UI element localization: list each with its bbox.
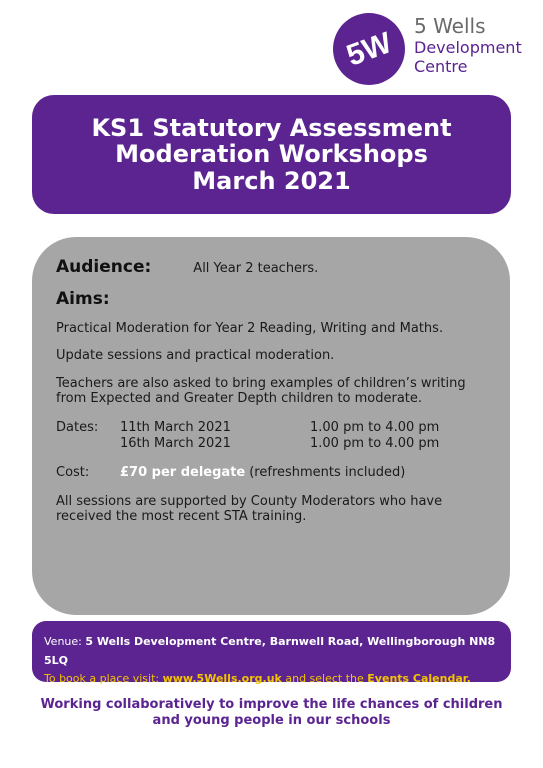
cost-price: £70 per delegate xyxy=(120,464,246,480)
logo-mark xyxy=(332,12,406,86)
title-line2: Moderation Workshops xyxy=(115,140,428,169)
aims-paragraph-2: Update sessions and practical moderation. xyxy=(56,348,335,364)
time-1: 1.00 pm to 4.00 pm xyxy=(310,420,440,436)
venue-label: Venue: xyxy=(44,635,82,648)
info-panel xyxy=(32,237,510,615)
title-line3: March 2021 xyxy=(192,166,351,195)
booking-line xyxy=(44,670,511,689)
venue-address: 5 Wells Development Centre, Barnwell Road, Wellingborough NN8 5LQ xyxy=(44,635,496,667)
footer-line1: Working collaboratively to improve the life chances of children xyxy=(40,697,503,712)
footer-tagline xyxy=(0,697,543,730)
venue-banner xyxy=(32,621,511,686)
logo-mark-text: 5W xyxy=(342,26,396,73)
booking-url-link[interactable]: www.5Wells.org.uk xyxy=(162,672,282,686)
venue-line xyxy=(44,633,511,670)
date-1: 11th March 2021 xyxy=(120,420,231,436)
aims-paragraph-1: Practical Moderation for Year 2 Reading, Writing and Maths. xyxy=(56,321,444,336)
cost-row xyxy=(56,465,486,480)
dates-label: Dates: xyxy=(56,420,99,436)
title-line1: KS1 Statutory Assessment xyxy=(91,113,452,142)
date-2: 16th March 2021 xyxy=(120,435,231,451)
dates-block xyxy=(56,420,486,451)
audience-label: Audience: xyxy=(56,257,152,277)
logo-name: 5 Wells xyxy=(414,14,486,38)
events-calendar-link[interactable]: Events Calendar. xyxy=(367,672,471,686)
footer-line2: and young people in our schools xyxy=(152,713,391,729)
audience-row xyxy=(56,257,486,277)
logo-subtitle-line2: Centre xyxy=(414,57,468,77)
booking-mid-text: and select the xyxy=(285,672,364,686)
logo-text xyxy=(414,14,522,76)
aims-paragraph-3: Teachers are also asked to bring examples of children’s writing from Expected and Greater Depth children to moderate. xyxy=(56,375,466,406)
logo xyxy=(332,10,522,90)
aims-label: Aims: xyxy=(56,289,110,309)
support-note: All sessions are supported by County Moderators who have received the most recent STA training. xyxy=(56,493,443,525)
title-banner xyxy=(32,95,511,214)
booking-text: To book a place visit: xyxy=(44,672,160,686)
cost-note: (refreshments included) xyxy=(249,464,406,480)
time-2: 1.00 pm to 4.00 pm xyxy=(310,435,440,451)
logo-subtitle-line1: Development xyxy=(414,38,522,57)
audience-text: All Year 2 teachers. xyxy=(193,261,319,276)
cost-label: Cost: xyxy=(56,464,90,480)
